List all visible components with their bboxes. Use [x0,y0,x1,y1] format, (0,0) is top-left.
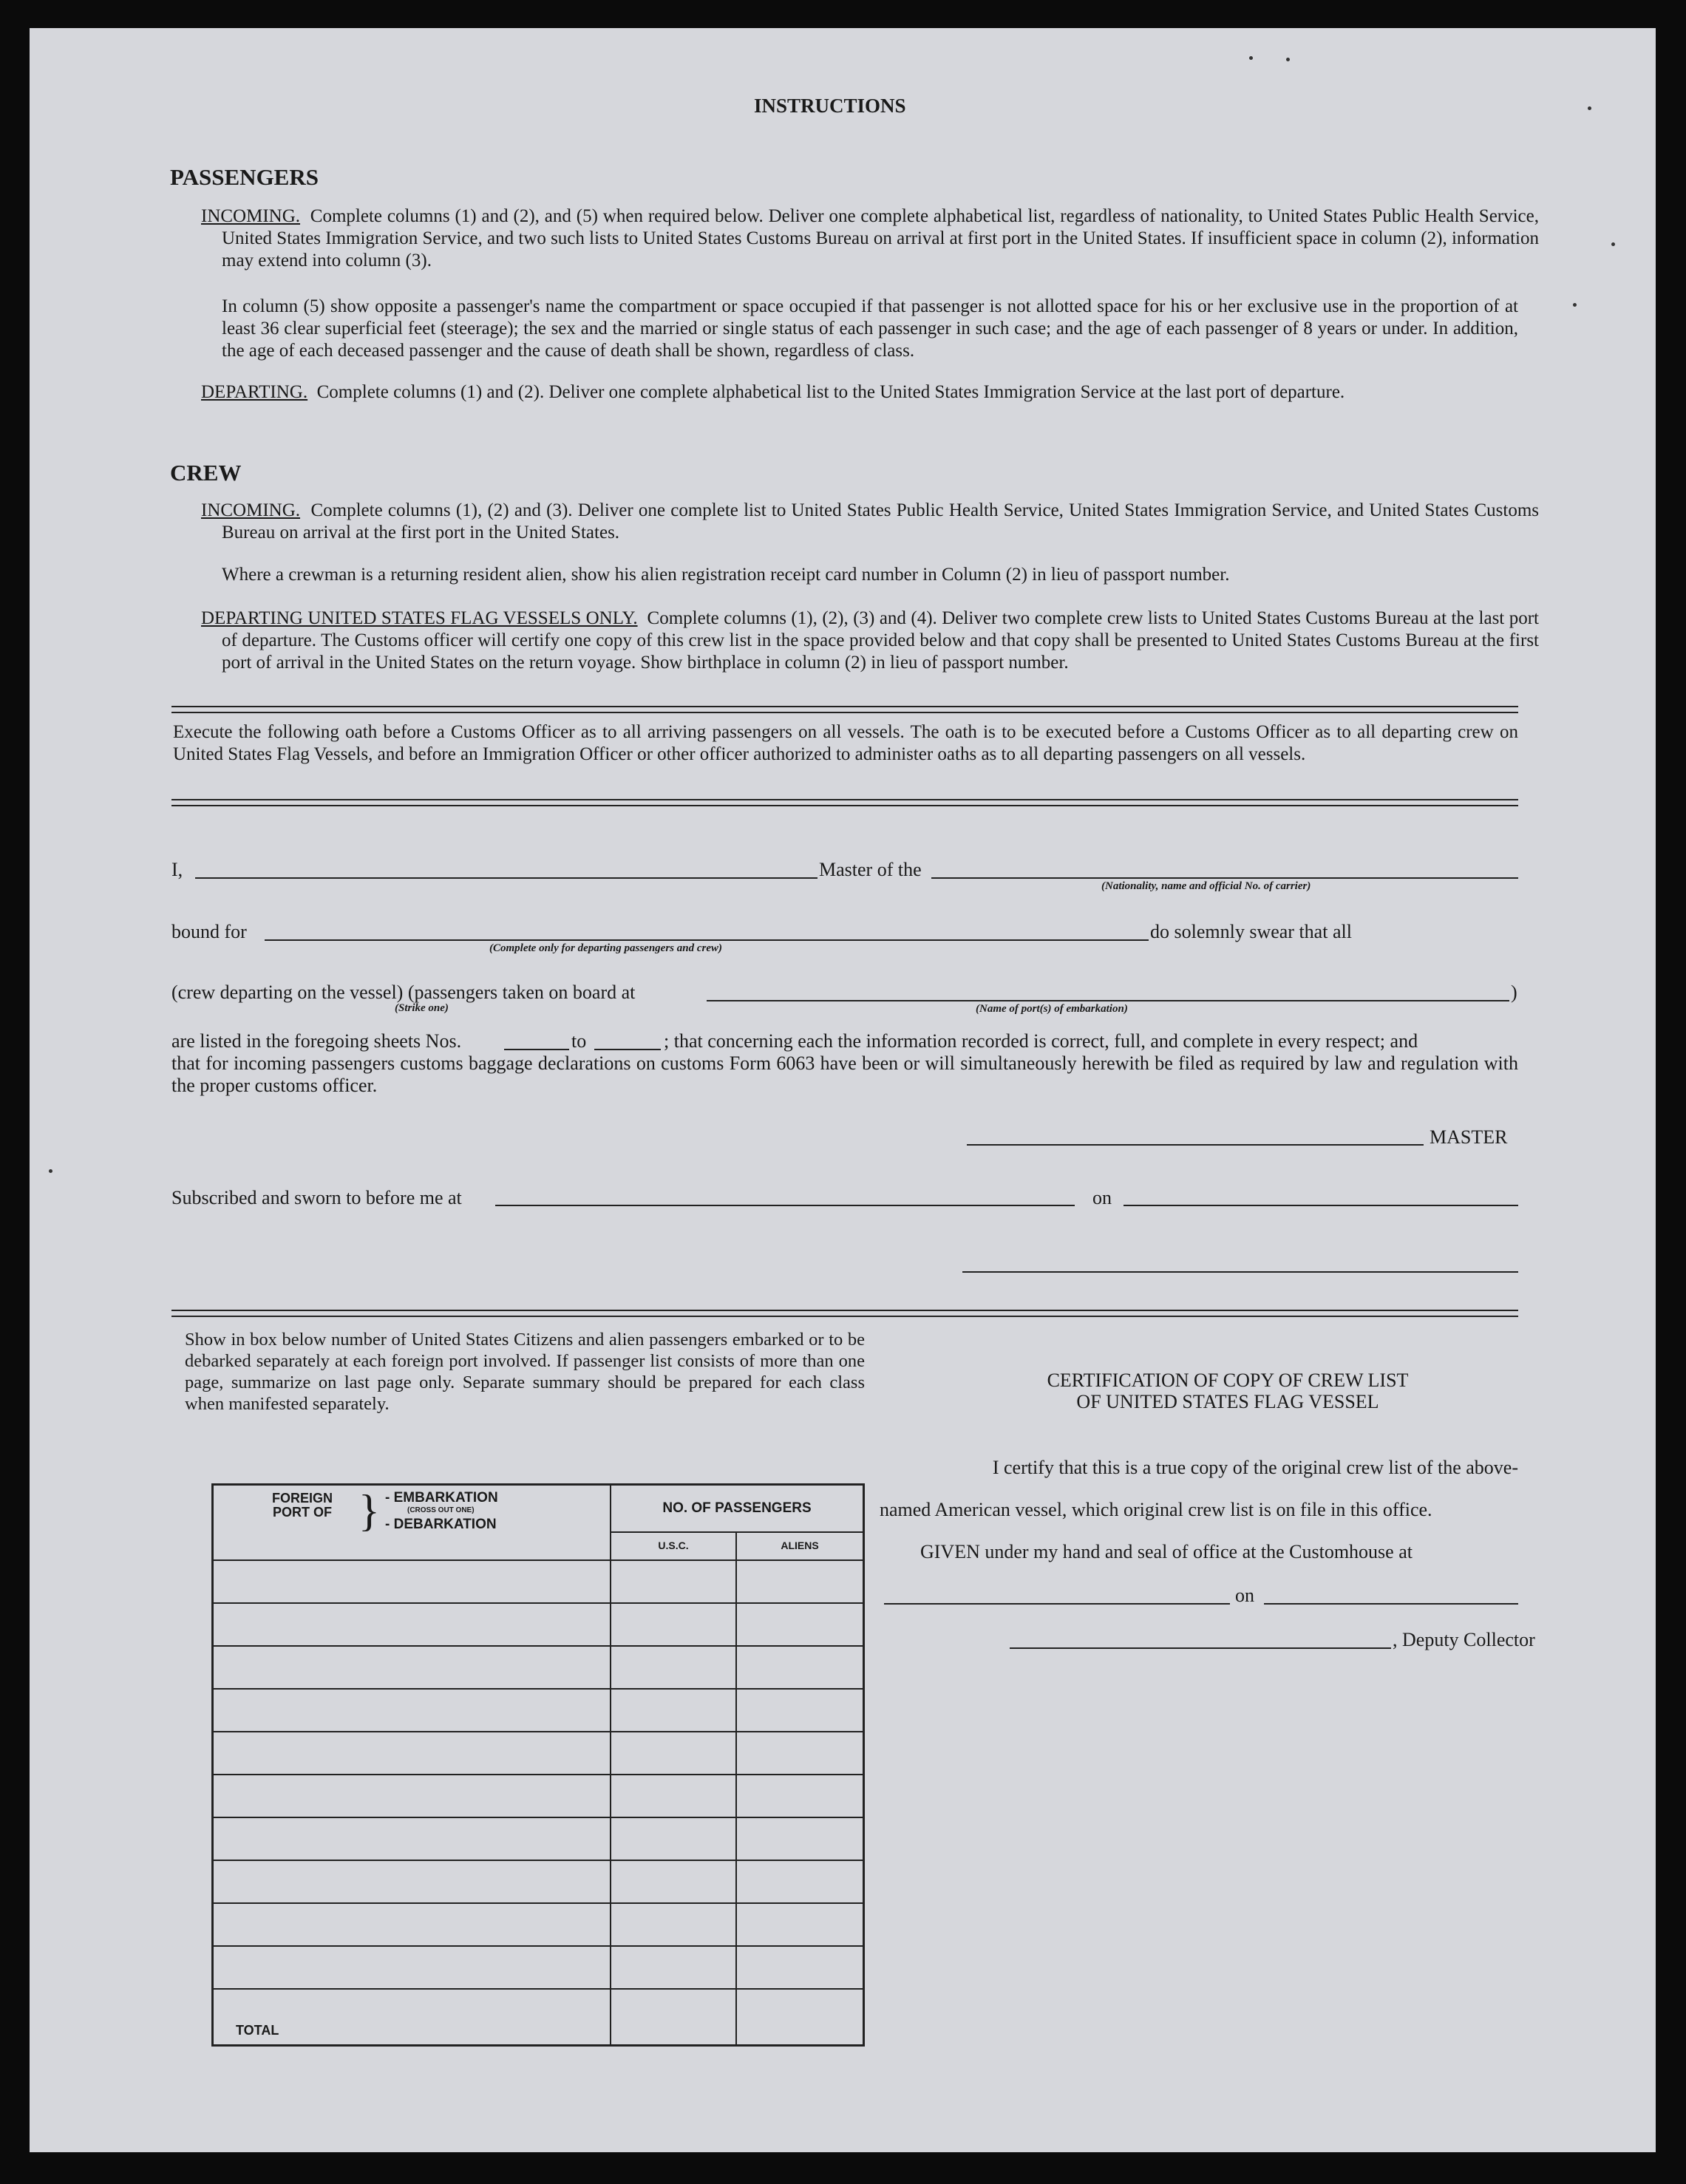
close-paren: ) [1511,982,1517,1003]
carrier-field[interactable] [931,877,1518,879]
usc-cell[interactable] [611,1732,736,1775]
scan-speck [49,1169,52,1173]
ports-caption: (Name of port(s) of embarkation) [976,1003,1128,1015]
certification-heading-1: CERTIFICATION OF COPY OF CREW LIST [1047,1370,1409,1391]
passengers-incoming-text: Complete columns (1) and (2), and (5) when required below. Deliver one complete alphabetical list, regardless of nationality, to United States Public Health Service, United States Immigration Service, and two such lists to United States Customs Bureau on arrival at first port in the United States. If insufficient space in column (2), information may extend into column (3). [222,206,1540,271]
usc-label: U.S.C. [658,1539,689,1551]
table-row[interactable] [213,1646,864,1689]
crew-departing-text: Complete columns (1), (2), (3) and (4). Deliver two complete crew lists to United States Customs Bureau at the last port of departure. The Customs officer will certify one copy of this crew list in the space provided below and that copy shall be presented to United States Customs Bureau at the first port of arrival in the United States on the return voyage. Show birthplace in column (2) in lieu of passport number. [222,608,1539,673]
total-label: TOTAL [236,2022,279,2038]
deputy-signature-field[interactable] [1010,1647,1391,1649]
table-row[interactable] [213,1732,864,1775]
aliens-cell[interactable] [736,1732,864,1775]
usc-cell[interactable] [611,1775,736,1817]
aliens-cell[interactable] [736,1817,864,1860]
divider [171,706,1518,713]
usc-cell[interactable] [611,1817,736,1860]
table-row[interactable] [213,1560,864,1603]
usc-cell[interactable] [611,1560,736,1603]
certify-line-1: I certify that this is a true copy of the original crew list of the above- [992,1457,1518,1478]
aliens-cell[interactable] [736,1946,864,1989]
oath-i: I, [171,859,183,880]
page-title: INSTRUCTIONS [754,95,906,117]
sworn-date-field[interactable] [1124,1205,1518,1206]
usc-cell[interactable] [611,1646,736,1689]
table-row[interactable] [213,1603,864,1646]
crew-incoming-label: INCOMING. [201,500,301,520]
brace-icon: } [358,1486,380,1535]
given-line: GIVEN under my hand and seal of office at the Customhouse at [920,1541,1413,1562]
bound-for-field[interactable] [265,939,1149,941]
port-cell[interactable] [213,1775,611,1817]
table-row[interactable] [213,1817,864,1860]
passengers-heading: PASSENGERS [170,164,319,190]
master-name-field[interactable] [195,877,817,879]
aliens-cell[interactable] [736,1860,864,1903]
sworn-place-field[interactable] [495,1205,1075,1206]
listed-b: ; that concerning each the information recorded is correct, full, and complete in every respect; and [664,1030,1418,1052]
carrier-caption: (Nationality, name and official No. of carrier) [1101,880,1311,892]
port-cell[interactable] [213,1560,611,1603]
port-cell[interactable] [213,1689,611,1732]
cross-out-label: (CROSS OUT ONE) [407,1506,475,1514]
sheet-from-field[interactable] [504,1049,569,1050]
customhouse-field[interactable] [884,1603,1230,1605]
scan-speck [1286,58,1290,61]
listed-c: that for incoming passengers customs baggage declarations on customs Form 6063 have been or will simultaneously herewith be filed as required by law and regulation with the proper customs officer. [171,1052,1518,1096]
passengers-header-cell [611,1485,864,1532]
table-row[interactable] [213,1903,864,1946]
port-header-cell [213,1485,611,1560]
passengers-departing [201,381,1539,404]
aliens-cell[interactable] [736,1603,864,1646]
certify-line-2: named American vessel, which original crew list is on file in this office. [880,1499,1432,1520]
crew-departing-text: (crew departing on the vessel) (passengers taken on board at [171,982,636,1003]
usc-cell[interactable] [611,1689,736,1732]
listed-a: are listed in the foregoing sheets Nos. [171,1030,462,1052]
cert-on-label: on [1235,1585,1254,1606]
total-row[interactable] [213,1989,864,2046]
port-cell[interactable] [213,1860,611,1903]
table-row[interactable] [213,1689,864,1732]
passengers-incoming-label: INCOMING. [201,206,301,226]
bound-for-label: bound for [171,921,247,942]
passenger-summary-table [211,1483,865,2047]
cert-date-field[interactable] [1264,1603,1518,1605]
aliens-cell[interactable] [736,1560,864,1603]
scan-speck [1249,56,1253,60]
passengers-column5: In column (5) show opposite a passenger's name the compartment or space occupied if that passenger is not allotted space for his or her exclusive use in the proportion of at least 36 clear superficial feet (steerage); the sex and the married or single status of each passenger in such case; and the age of each passenger of 8 years or under. In addition, the age of each deceased passenger and the cause of death shall be shown, regardless of class. [222,296,1518,361]
document-page [30,28,1656,2152]
no-passengers-label: NO. OF PASSENGERS [662,1500,812,1516]
passengers-departing-text: Complete columns (1) and (2). Deliver one complete alphabetical list to the United States Immigration Service at the last port of departure. [316,382,1345,402]
port-cell[interactable] [213,1817,611,1860]
crew-resident: Where a crewman is a returning resident alien, show his alien registration receipt card number in Column (2) in lieu of passport number. [222,565,1230,585]
debarkation-label: - DEBARKATION [385,1517,497,1532]
table-row[interactable] [213,1860,864,1903]
aliens-total-cell[interactable] [736,1989,864,2046]
officer-signature-field[interactable] [962,1271,1518,1273]
embarkation-label: - EMBARKATION [385,1490,498,1506]
aliens-cell[interactable] [736,1689,864,1732]
passengers-incoming [201,205,1539,272]
master-signature-field[interactable] [967,1144,1424,1146]
swear-text: do solemnly swear that all [1150,921,1352,942]
sheet-to-field[interactable] [594,1049,661,1050]
ports-field[interactable] [707,1000,1509,1001]
crew-departing [201,608,1539,674]
table-row[interactable] [213,1946,864,1989]
certification-heading-2: OF UNITED STATES FLAG VESSEL [1076,1391,1379,1412]
scan-speck [1611,242,1615,246]
aliens-header-cell [736,1532,864,1560]
port-cell[interactable] [213,1646,611,1689]
scan-speck [1588,106,1591,110]
sworn-on-label: on [1092,1187,1112,1208]
foreign-port-label: FOREIGN PORT OF [271,1491,333,1520]
usc-cell[interactable] [611,1860,736,1903]
divider [171,799,1518,806]
usc-cell[interactable] [611,1946,736,1989]
master-label: MASTER [1430,1126,1508,1148]
crew-incoming-text: Complete columns (1), (2) and (3). Deliver one complete list to United States Public Health Service, United States Immigration Service, and United States Customs Bureau on arrival at the first port in the United States. [222,500,1539,542]
aliens-cell[interactable] [736,1775,864,1817]
port-cell[interactable] [213,1603,611,1646]
usc-cell[interactable] [611,1903,736,1946]
port-cell[interactable] [213,1946,611,1989]
usc-cell[interactable] [611,1603,736,1646]
scan-speck [1573,303,1577,307]
strike-caption: (Strike one) [395,1002,449,1014]
usc-header-cell [611,1532,736,1560]
aliens-cell[interactable] [736,1646,864,1689]
aliens-cell[interactable] [736,1903,864,1946]
deputy-collector-label: , Deputy Collector [1393,1629,1535,1650]
subscribed-label: Subscribed and sworn to before me at [171,1187,462,1208]
oath-instruction: Execute the following oath before a Customs Officer as to all arriving passengers on all vessels. The oath is to be executed before a Customs Officer as to all departing crew on United States Flag Vessels, and before an Immigration Officer or other officer authorized to administer oaths as to all departing passengers on all vessels. [173,722,1518,764]
divider [171,1310,1518,1317]
bound-for-caption: (Complete only for departing passengers and crew) [489,942,722,954]
port-cell[interactable] [213,1903,611,1946]
listed-to: to [571,1030,587,1052]
usc-total-cell[interactable] [611,1989,736,2046]
aliens-label: ALIENS [781,1539,819,1551]
table-row[interactable] [213,1775,864,1817]
summary-instructions: Show in box below number of United States Citizens and alien passengers embarked or to be debarked separately at each foreign port involved. If passenger list consists of more than one page, summarize on last page only. Separate summary should be prepared for each class when manifested separately. [185,1330,865,1414]
crew-heading: CREW [170,460,242,486]
total-label-cell [213,1989,611,2046]
master-of-label: Master of the [819,859,922,880]
crew-incoming [201,500,1539,544]
crew-departing-label: DEPARTING UNITED STATES FLAG VESSELS ONLY. [201,608,638,628]
passengers-departing-label: DEPARTING. [201,382,308,402]
port-cell[interactable] [213,1732,611,1775]
